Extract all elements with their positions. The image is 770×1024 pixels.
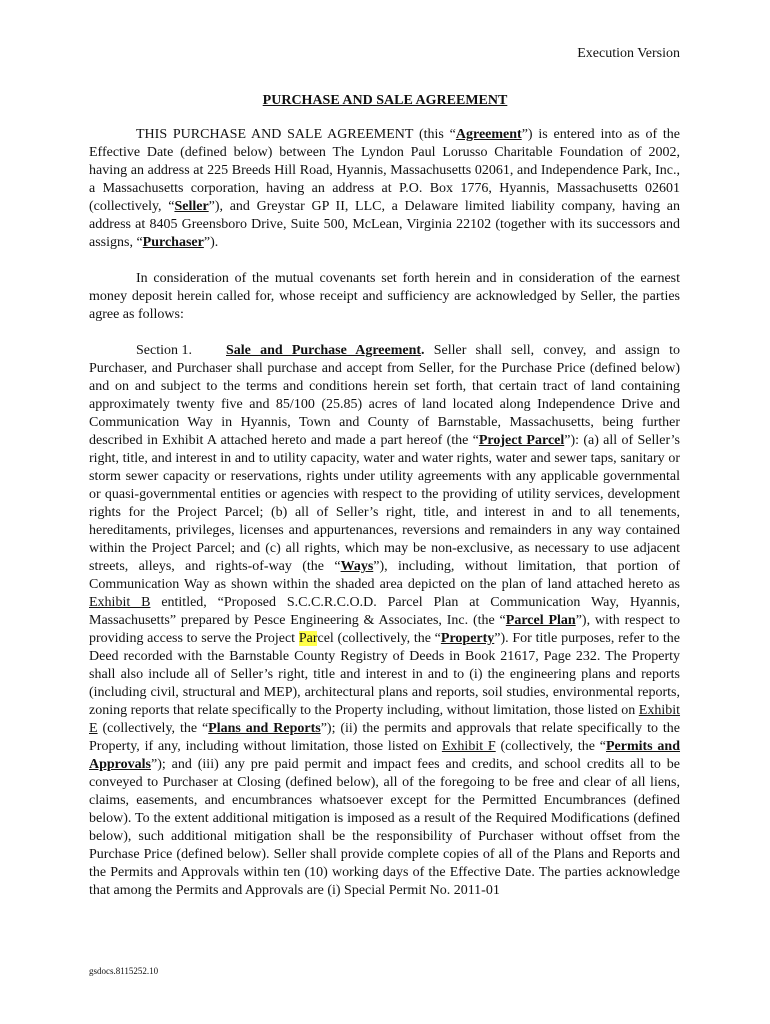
document-body xyxy=(89,126,680,918)
section-text-5b: cel (collectively, the “ xyxy=(317,631,441,646)
section-text-4: entitled, “Proposed S.C.C.R.C.O.D. Parcel Plan at Communication Way, Hyannis, Massachusetts” prepared by Pesce Engineering & Associates, Inc. (the “ xyxy=(89,595,680,628)
defined-term-parcel-plan: Parcel Plan xyxy=(505,613,576,628)
exhibit-f-reference: Exhibit F xyxy=(441,739,496,754)
defined-term-project-parcel: Project Parcel xyxy=(478,433,565,448)
defined-term-agreement: Agreement xyxy=(455,127,522,142)
intro-text-3: ”), and Greystar GP II, LLC, a Delaware limited liability company, having an address at 8405 Greensboro Drive, Suite 500, McLean, Virginia 22102 (together with its successors and assigns, “ xyxy=(89,199,680,250)
intro-text-4: ”). xyxy=(203,235,219,250)
footer-doc-id: gsdocs.8115252.10 xyxy=(89,966,159,976)
section-text-7: (collectively, the “ xyxy=(97,721,209,736)
section-text-5: ”), with respect to providing access to serve the Project xyxy=(89,613,681,646)
section-text-9: (collectively, the “ xyxy=(495,739,606,754)
defined-term-permits-and-approvals: Permits and Approvals xyxy=(89,739,681,772)
section-text-2: ”): (a) all of Seller’s right, title, and interest in and to utility capacity, water and water rights, water and sewer taps, sanitary or storm sewer capacity or reservations, rights under utility agreements with any applicable governmental or quasi-governmental entities or agencies with respect to the providing of utility services, development rights for the Project Parcel; (b) all of Seller’s right, title, and interest in and to all tenements, hereditaments, privileges, licenses and appurtenances, reversions and remainders in any way contained within the Project Parcel; and (c) all rights, which may be non-exclusive, as necessary to use adjacent streets, alleys, and rights-of-way (the “ xyxy=(89,433,680,574)
exhibit-b-reference: Exhibit B xyxy=(89,595,151,610)
section-text-3: ”), including, without limitation, that portion of Communication Way as shown within the shaded area depicted on the plan of land attached hereto as xyxy=(89,559,680,592)
intro-text-2: ”) is entered into as of the Effective Date (defined below) between The Lyndon Paul Lorusso Charitable Foundation of 2002, having an address at 225 Breeds Hill Road, Hyannis, Massachusetts 02061, and Independence Park, Inc., a Massachusetts corporation, having an address at P.O. Box 1776, Hyannis, Massachusetts 02601 (collectively, “ xyxy=(89,127,680,214)
section-text-1: Seller shall sell, convey, and assign to Purchaser, and Purchaser shall purchase and accept from Seller, for the Purchase Price (defined below) and on and subject to the terms and conditions herein set forth, that certain tract of land containing approximately twenty five and 85/100 (25.85) acres of land located along Independence Drive and Communication Way in Hyannis, Town and County of Barnstable, Massachusetts, being further described in Exhibit A attached hereto and made a part hereof (the “ xyxy=(89,343,680,448)
execution-version-label: Execution Version xyxy=(577,46,680,61)
defined-term-ways: Ways xyxy=(340,559,374,574)
defined-term-seller: Seller xyxy=(174,199,209,214)
section-heading-period: . xyxy=(421,343,425,358)
consideration-paragraph: In consideration of the mutual covenants set forth herein and in consideration of the earnest money deposit herein called for, whose receipt and sufficiency are acknowledged by Seller, the parties agree as follows: xyxy=(89,271,680,322)
intro-paragraph xyxy=(89,126,680,252)
section-text-8: ”); (ii) the permits and approvals that relate specifically to the Property, if any, including without limitation, those listed on xyxy=(89,721,681,754)
exhibit-e-reference: Exhibit E xyxy=(89,703,681,736)
defined-term-purchaser: Purchaser xyxy=(142,235,204,250)
document-title: PURCHASE AND SALE AGREEMENT xyxy=(262,93,508,108)
section-number: Section 1. xyxy=(136,343,192,358)
defined-term-property: Property xyxy=(440,631,495,646)
section-1-paragraph xyxy=(89,342,680,900)
section-text-6: ”). For title purposes, refer to the Deed recorded with the Barnstable County Registry of Deeds in Book 21617, Page 232. The Property shall also include all of Seller’s right, title and interest in and to (i) the engineering plans and reports (including civil, structural and MEP), architectural plans and reports, soil studies, environmental reports, zoning reports that relate specifically to the Property including, without limitation, those listed on xyxy=(89,631,680,718)
section-heading: Sale and Purchase Agreement xyxy=(226,343,422,358)
intro-text-1: THIS PURCHASE AND SALE AGREEMENT (this “ xyxy=(136,127,456,142)
section-text-10: ”); and (iii) any pre paid permit and impact fees and credits, and school credits all to be conveyed to Purchaser at Closing (defined below), all of the foregoing to be free and clear of all liens, claims, easements, and encumbrances whatsoever except for the Permitted Encumbrances (defined below). To the extent additional mitigation is imposed as a result of the Required Modifications (defined below), such additional mitigation shall be the responsibility of Purchaser without offset from the Purchase Price (defined below). Seller shall provide complete copies of all of the Plans and Reports and the Permits and Approvals within ten (10) working days of the Effective Date. The parties acknowledge that among the Permits and Approvals are (i) Special Permit No. 2011-01 xyxy=(89,757,680,898)
highlighted-text: Par xyxy=(298,631,318,646)
defined-term-plans-and-reports: Plans and Reports xyxy=(208,721,321,736)
